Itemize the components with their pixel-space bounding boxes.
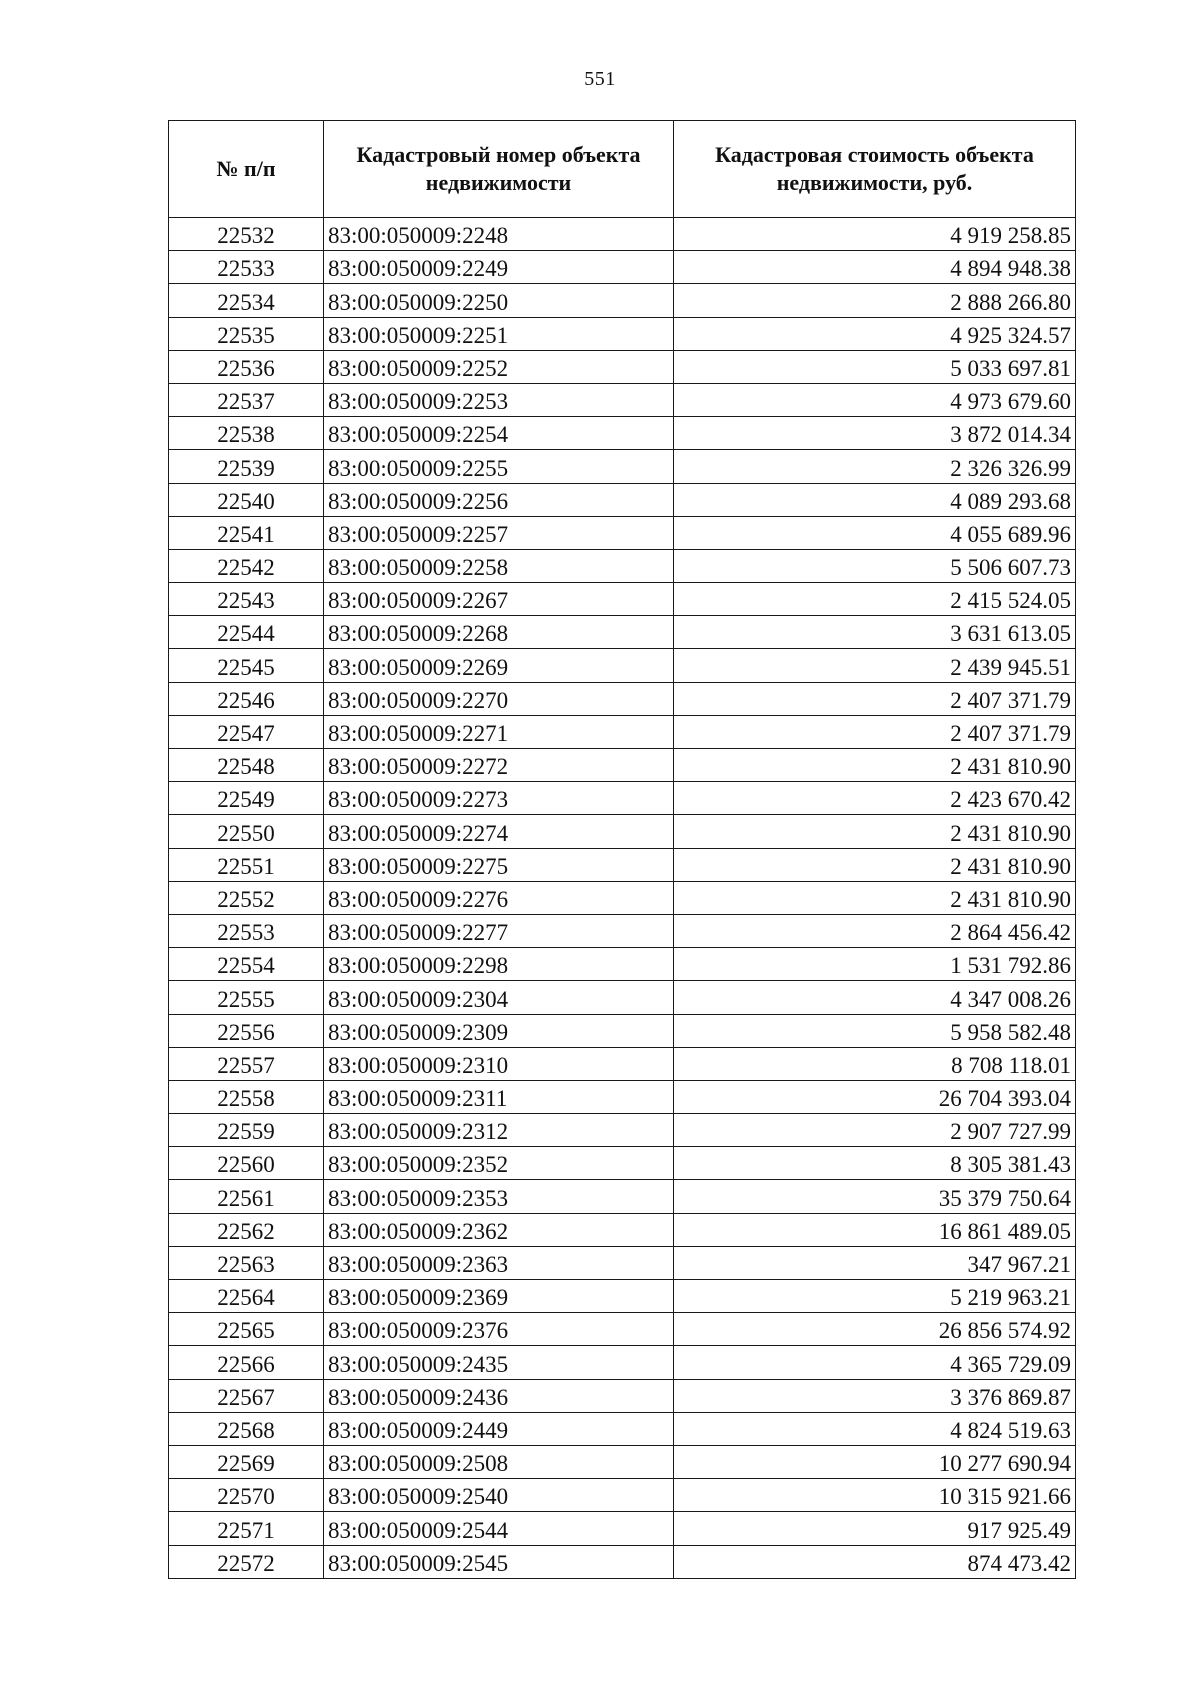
table-row [169, 715, 1076, 748]
cadastral-number-cell: 83:00:050009:2269 [324, 649, 674, 682]
row-number-cell: 22547 [169, 715, 324, 748]
cadastral-number-cell: 83:00:050009:2276 [324, 881, 674, 914]
cadastral-number-cell: 83:00:050009:2449 [324, 1412, 674, 1445]
row-number-cell: 22560 [169, 1147, 324, 1180]
cadastral-number-cell: 83:00:050009:2274 [324, 815, 674, 848]
cadastral-number-cell: 83:00:050009:2256 [324, 483, 674, 516]
table-row [169, 815, 1076, 848]
cadastral-number-cell: 83:00:050009:2257 [324, 516, 674, 549]
cadastral-value-cell: 10 315 921.66 [674, 1479, 1076, 1512]
table-row [169, 1014, 1076, 1047]
table-row [169, 1545, 1076, 1578]
row-number-cell: 22550 [169, 815, 324, 848]
cadastral-value-cell: 2 907 727.99 [674, 1114, 1076, 1147]
table-row [169, 1512, 1076, 1545]
cadastral-value-table [168, 120, 1076, 1579]
cadastral-value-cell: 2 415 524.05 [674, 583, 1076, 616]
row-number-cell: 22557 [169, 1047, 324, 1080]
row-number-cell: 22551 [169, 848, 324, 881]
cadastral-value-cell: 4 894 948.38 [674, 251, 1076, 284]
cadastral-number-cell: 83:00:050009:2275 [324, 848, 674, 881]
cadastral-value-cell: 874 473.42 [674, 1545, 1076, 1578]
cadastral-number-cell: 83:00:050009:2251 [324, 317, 674, 350]
row-number-cell: 22572 [169, 1545, 324, 1578]
cadastral-number-cell: 83:00:050009:2258 [324, 549, 674, 582]
table-row [169, 1114, 1076, 1147]
table-header [169, 121, 1076, 218]
table-row [169, 1147, 1076, 1180]
row-number-cell: 22566 [169, 1346, 324, 1379]
table-row [169, 682, 1076, 715]
cadastral-value-cell: 2 407 371.79 [674, 715, 1076, 748]
row-number-cell: 22544 [169, 616, 324, 649]
row-number-cell: 22549 [169, 782, 324, 815]
table-row [169, 218, 1076, 251]
cadastral-value-cell: 4 365 729.09 [674, 1346, 1076, 1379]
cadastral-number-cell: 83:00:050009:2270 [324, 682, 674, 715]
header-row [169, 121, 1076, 218]
row-number-cell: 22548 [169, 749, 324, 782]
cadastral-value-cell: 2 423 670.42 [674, 782, 1076, 815]
table-row [169, 1412, 1076, 1445]
row-number-cell: 22569 [169, 1445, 324, 1478]
cadastral-value-cell: 2 864 456.42 [674, 914, 1076, 947]
cadastral-number-cell: 83:00:050009:2435 [324, 1346, 674, 1379]
cadastral-number-cell: 83:00:050009:2376 [324, 1313, 674, 1346]
table-row [169, 251, 1076, 284]
cadastral-value-cell: 5 033 697.81 [674, 350, 1076, 383]
table-row [169, 516, 1076, 549]
cadastral-value-cell: 4 347 008.26 [674, 981, 1076, 1014]
cadastral-value-cell: 16 861 489.05 [674, 1213, 1076, 1246]
row-number-cell: 22563 [169, 1246, 324, 1279]
cadastral-number-cell: 83:00:050009:2271 [324, 715, 674, 748]
row-number-cell: 22570 [169, 1479, 324, 1512]
row-number-cell: 22546 [169, 682, 324, 715]
cadastral-number-cell: 83:00:050009:2508 [324, 1445, 674, 1478]
cadastral-value-cell: 35 379 750.64 [674, 1180, 1076, 1213]
table-row [169, 848, 1076, 881]
table-row [169, 749, 1076, 782]
cadastral-number-cell: 83:00:050009:2298 [324, 948, 674, 981]
cadastral-number-cell: 83:00:050009:2272 [324, 749, 674, 782]
row-number-cell: 22571 [169, 1512, 324, 1545]
cadastral-number-cell: 83:00:050009:2540 [324, 1479, 674, 1512]
cadastral-number-cell: 83:00:050009:2362 [324, 1213, 674, 1246]
cadastral-value-cell: 5 219 963.21 [674, 1280, 1076, 1313]
table-row [169, 483, 1076, 516]
cadastral-value-cell: 347 967.21 [674, 1246, 1076, 1279]
table-row [169, 317, 1076, 350]
row-number-cell: 22559 [169, 1114, 324, 1147]
cadastral-number-cell: 83:00:050009:2545 [324, 1545, 674, 1578]
cadastral-number-cell: 83:00:050009:2267 [324, 583, 674, 616]
table-row [169, 1379, 1076, 1412]
table-body [169, 218, 1076, 1579]
row-number-cell: 22554 [169, 948, 324, 981]
cadastral-number-cell: 83:00:050009:2252 [324, 350, 674, 383]
table-row [169, 350, 1076, 383]
table-row [169, 1246, 1076, 1279]
table-row [169, 284, 1076, 317]
cadastral-number-cell: 83:00:050009:2268 [324, 616, 674, 649]
table-row [169, 417, 1076, 450]
cadastral-number-cell: 83:00:050009:2369 [324, 1280, 674, 1313]
cadastral-value-cell: 5 958 582.48 [674, 1014, 1076, 1047]
cadastral-value-cell: 10 277 690.94 [674, 1445, 1076, 1478]
header-cadastral-number: Кадастровый номер объекта недвижимости [324, 121, 674, 218]
cadastral-value-cell: 4 055 689.96 [674, 516, 1076, 549]
row-number-cell: 22541 [169, 516, 324, 549]
row-number-cell: 22545 [169, 649, 324, 682]
row-number-cell: 22537 [169, 383, 324, 416]
table-row [169, 914, 1076, 947]
header-cadastral-value: Кадастровая стоимость объекта недвижимости, руб. [674, 121, 1076, 218]
row-number-cell: 22565 [169, 1313, 324, 1346]
table-row [169, 1180, 1076, 1213]
row-number-cell: 22532 [169, 218, 324, 251]
table-row [169, 616, 1076, 649]
cadastral-value-cell: 2 888 266.80 [674, 284, 1076, 317]
table-row [169, 1346, 1076, 1379]
page-number: 551 [584, 68, 616, 90]
cadastral-number-cell: 83:00:050009:2277 [324, 914, 674, 947]
table-row [169, 549, 1076, 582]
table-row [169, 948, 1076, 981]
row-number-cell: 22542 [169, 549, 324, 582]
table-row [169, 1047, 1076, 1080]
cadastral-value-cell: 917 925.49 [674, 1512, 1076, 1545]
row-number-cell: 22553 [169, 914, 324, 947]
row-number-cell: 22555 [169, 981, 324, 1014]
cadastral-value-cell: 3 376 869.87 [674, 1379, 1076, 1412]
cadastral-value-cell: 4 089 293.68 [674, 483, 1076, 516]
cadastral-number-cell: 83:00:050009:2310 [324, 1047, 674, 1080]
cadastral-value-cell: 1 531 792.86 [674, 948, 1076, 981]
table-row [169, 383, 1076, 416]
table-row [169, 1280, 1076, 1313]
cadastral-number-cell: 83:00:050009:2255 [324, 450, 674, 483]
table-row [169, 881, 1076, 914]
table-row [169, 649, 1076, 682]
cadastral-value-cell: 2 407 371.79 [674, 682, 1076, 715]
table-row [169, 1313, 1076, 1346]
cadastral-number-cell: 83:00:050009:2248 [324, 218, 674, 251]
cadastral-value-cell: 8 708 118.01 [674, 1047, 1076, 1080]
header-num: № п/п [169, 121, 324, 218]
table-row [169, 782, 1076, 815]
row-number-cell: 22561 [169, 1180, 324, 1213]
row-number-cell: 22552 [169, 881, 324, 914]
cadastral-value-cell: 26 856 574.92 [674, 1313, 1076, 1346]
cadastral-value-cell: 2 431 810.90 [674, 848, 1076, 881]
cadastral-number-cell: 83:00:050009:2352 [324, 1147, 674, 1180]
row-number-cell: 22536 [169, 350, 324, 383]
cadastral-value-cell: 2 326 326.99 [674, 450, 1076, 483]
table-row [169, 1213, 1076, 1246]
table-row [169, 1479, 1076, 1512]
row-number-cell: 22556 [169, 1014, 324, 1047]
row-number-cell: 22564 [169, 1280, 324, 1313]
cadastral-number-cell: 83:00:050009:2544 [324, 1512, 674, 1545]
row-number-cell: 22567 [169, 1379, 324, 1412]
row-number-cell: 22539 [169, 450, 324, 483]
table-row [169, 981, 1076, 1014]
cadastral-number-cell: 83:00:050009:2273 [324, 782, 674, 815]
table-row [169, 1080, 1076, 1113]
cadastral-value-cell: 4 919 258.85 [674, 218, 1076, 251]
row-number-cell: 22533 [169, 251, 324, 284]
cadastral-value-cell: 3 631 613.05 [674, 616, 1076, 649]
row-number-cell: 22540 [169, 483, 324, 516]
row-number-cell: 22538 [169, 417, 324, 450]
cadastral-value-cell: 26 704 393.04 [674, 1080, 1076, 1113]
cadastral-number-cell: 83:00:050009:2250 [324, 284, 674, 317]
row-number-cell: 22558 [169, 1080, 324, 1113]
table-row [169, 583, 1076, 616]
cadastral-number-cell: 83:00:050009:2436 [324, 1379, 674, 1412]
cadastral-number-cell: 83:00:050009:2311 [324, 1080, 674, 1113]
cadastral-value-cell: 3 872 014.34 [674, 417, 1076, 450]
cadastral-value-cell: 2 431 810.90 [674, 815, 1076, 848]
row-number-cell: 22543 [169, 583, 324, 616]
cadastral-number-cell: 83:00:050009:2254 [324, 417, 674, 450]
table-row [169, 1445, 1076, 1478]
row-number-cell: 22535 [169, 317, 324, 350]
cadastral-number-cell: 83:00:050009:2363 [324, 1246, 674, 1279]
cadastral-value-cell: 2 439 945.51 [674, 649, 1076, 682]
cadastral-value-cell: 2 431 810.90 [674, 749, 1076, 782]
cadastral-value-cell: 4 925 324.57 [674, 317, 1076, 350]
cadastral-number-cell: 83:00:050009:2249 [324, 251, 674, 284]
cadastral-number-cell: 83:00:050009:2253 [324, 383, 674, 416]
cadastral-value-cell: 4 973 679.60 [674, 383, 1076, 416]
table-row [169, 450, 1076, 483]
cadastral-number-cell: 83:00:050009:2304 [324, 981, 674, 1014]
cadastral-number-cell: 83:00:050009:2309 [324, 1014, 674, 1047]
cadastral-value-cell: 4 824 519.63 [674, 1412, 1076, 1445]
cadastral-value-cell: 2 431 810.90 [674, 881, 1076, 914]
cadastral-value-cell: 5 506 607.73 [674, 549, 1076, 582]
cadastral-value-cell: 8 305 381.43 [674, 1147, 1076, 1180]
cadastral-number-cell: 83:00:050009:2312 [324, 1114, 674, 1147]
row-number-cell: 22534 [169, 284, 324, 317]
cadastral-number-cell: 83:00:050009:2353 [324, 1180, 674, 1213]
row-number-cell: 22568 [169, 1412, 324, 1445]
row-number-cell: 22562 [169, 1213, 324, 1246]
